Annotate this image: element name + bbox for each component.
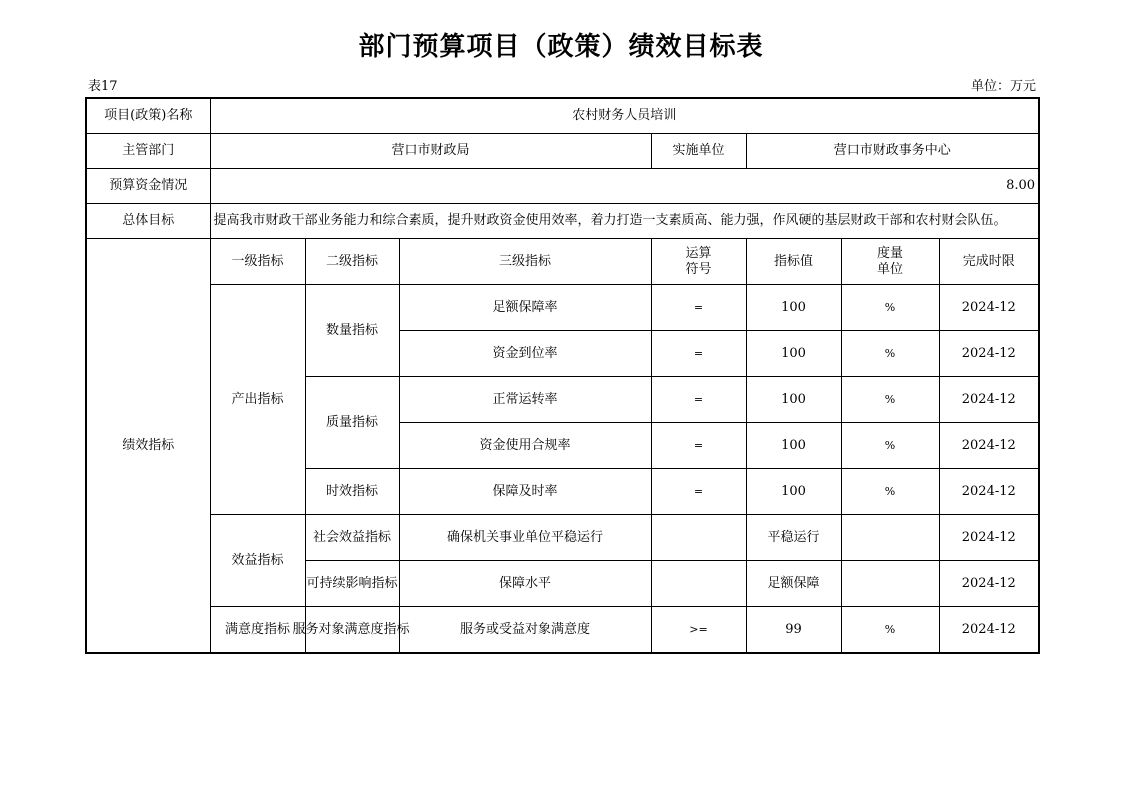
header-operator-line1: 运算 <box>685 245 712 261</box>
l2-service-text: 服务对象满意度指标 <box>292 621 410 637</box>
value-cell: 100 <box>746 377 841 423</box>
value-cell: 100 <box>746 331 841 377</box>
header-unit-line2: 单位 <box>876 261 903 277</box>
l3-cell: 服务或受益对象满意度 <box>399 607 651 654</box>
deadline-cell: 2024-12 <box>939 607 1039 654</box>
l3-cell: 确保机关事业单位平稳运行 <box>399 515 651 561</box>
l3-cell: 正常运转率 <box>399 377 651 423</box>
budget-value: 8.00 <box>210 169 1039 204</box>
header-row <box>86 239 1039 285</box>
value-cell: 足额保障 <box>746 561 841 607</box>
value-cell: 平稳运行 <box>746 515 841 561</box>
operator-cell <box>651 515 746 561</box>
deadline-cell: 2024-12 <box>939 331 1039 377</box>
goal-label: 总体目标 <box>86 204 210 239</box>
table-number: 表17 <box>88 79 118 94</box>
page-title: 部门预算项目（政策）绩效目标表 <box>358 32 764 62</box>
dept-value: 营口市财政局 <box>210 134 651 169</box>
unit-cell: % <box>841 423 939 469</box>
header-l3: 三级指标 <box>399 239 651 285</box>
l3-cell: 资金到位率 <box>399 331 651 377</box>
goal-row <box>86 204 1039 239</box>
operator-cell: >= <box>651 607 746 654</box>
value-cell: 100 <box>746 469 841 515</box>
unit-cell: % <box>841 469 939 515</box>
perf-label: 绩效指标 <box>86 239 210 654</box>
l1-satisfaction: 满意度指标 <box>210 607 305 654</box>
l2-social: 社会效益指标 <box>305 515 399 561</box>
l3-cell: 保障及时率 <box>399 469 651 515</box>
l1-output: 产出指标 <box>210 285 305 515</box>
value-cell: 100 <box>746 423 841 469</box>
project-name-label: 项目(政策)名称 <box>86 98 210 134</box>
unit-cell <box>841 515 939 561</box>
table-row <box>86 515 1039 561</box>
value-cell: 99 <box>746 607 841 654</box>
unit-label: 单位：万元 <box>970 79 1036 94</box>
header-unit <box>841 239 939 285</box>
performance-table <box>85 97 1040 654</box>
project-name-row <box>86 98 1039 134</box>
header-deadline: 完成时限 <box>939 239 1039 285</box>
unit-cell: % <box>841 377 939 423</box>
l2-service <box>292 607 410 654</box>
header-value: 指标值 <box>746 239 841 285</box>
operator-cell: = <box>651 377 746 423</box>
operator-cell: = <box>651 469 746 515</box>
table-row <box>86 285 1039 331</box>
unit-cell: % <box>841 285 939 331</box>
deadline-cell: 2024-12 <box>939 515 1039 561</box>
header-l2: 二级指标 <box>305 239 399 285</box>
budget-row <box>86 169 1039 204</box>
l3-cell: 保障水平 <box>399 561 651 607</box>
deadline-cell: 2024-12 <box>939 423 1039 469</box>
header-operator-line2: 符号 <box>685 261 712 277</box>
operator-cell <box>651 561 746 607</box>
l1-benefit: 效益指标 <box>210 515 305 607</box>
operator-cell: = <box>651 285 746 331</box>
l2-quantity: 数量指标 <box>305 285 399 377</box>
value-cell: 100 <box>746 285 841 331</box>
deadline-cell: 2024-12 <box>939 377 1039 423</box>
table-row <box>86 607 1039 654</box>
impl-value: 营口市财政事务中心 <box>746 134 1039 169</box>
l2-sustain: 可持续影响指标 <box>305 561 399 607</box>
deadline-cell: 2024-12 <box>939 285 1039 331</box>
goal-value: 提高我市财政干部业务能力和综合素质，提升财政资金使用效率，着力打造一支素质高、能力强，作风硬的基层财政干部和农村财会队伍。 <box>210 204 1039 239</box>
operator-cell: = <box>651 423 746 469</box>
header-unit-line1: 度量 <box>876 245 903 261</box>
operator-cell: = <box>651 331 746 377</box>
dept-label: 主管部门 <box>86 134 210 169</box>
unit-cell: % <box>841 607 939 654</box>
unit-cell: % <box>841 331 939 377</box>
project-name-value: 农村财务人员培训 <box>210 98 1039 134</box>
header-l1: 一级指标 <box>210 239 305 285</box>
deadline-cell: 2024-12 <box>939 469 1039 515</box>
l2-quality: 质量指标 <box>305 377 399 469</box>
department-row <box>86 134 1039 169</box>
l3-cell: 足额保障率 <box>399 285 651 331</box>
unit-cell <box>841 561 939 607</box>
l2-timeliness: 时效指标 <box>305 469 399 515</box>
deadline-cell: 2024-12 <box>939 561 1039 607</box>
budget-label: 预算资金情况 <box>86 169 210 204</box>
impl-label: 实施单位 <box>651 134 746 169</box>
header-operator <box>651 239 746 285</box>
l3-cell: 资金使用合规率 <box>399 423 651 469</box>
